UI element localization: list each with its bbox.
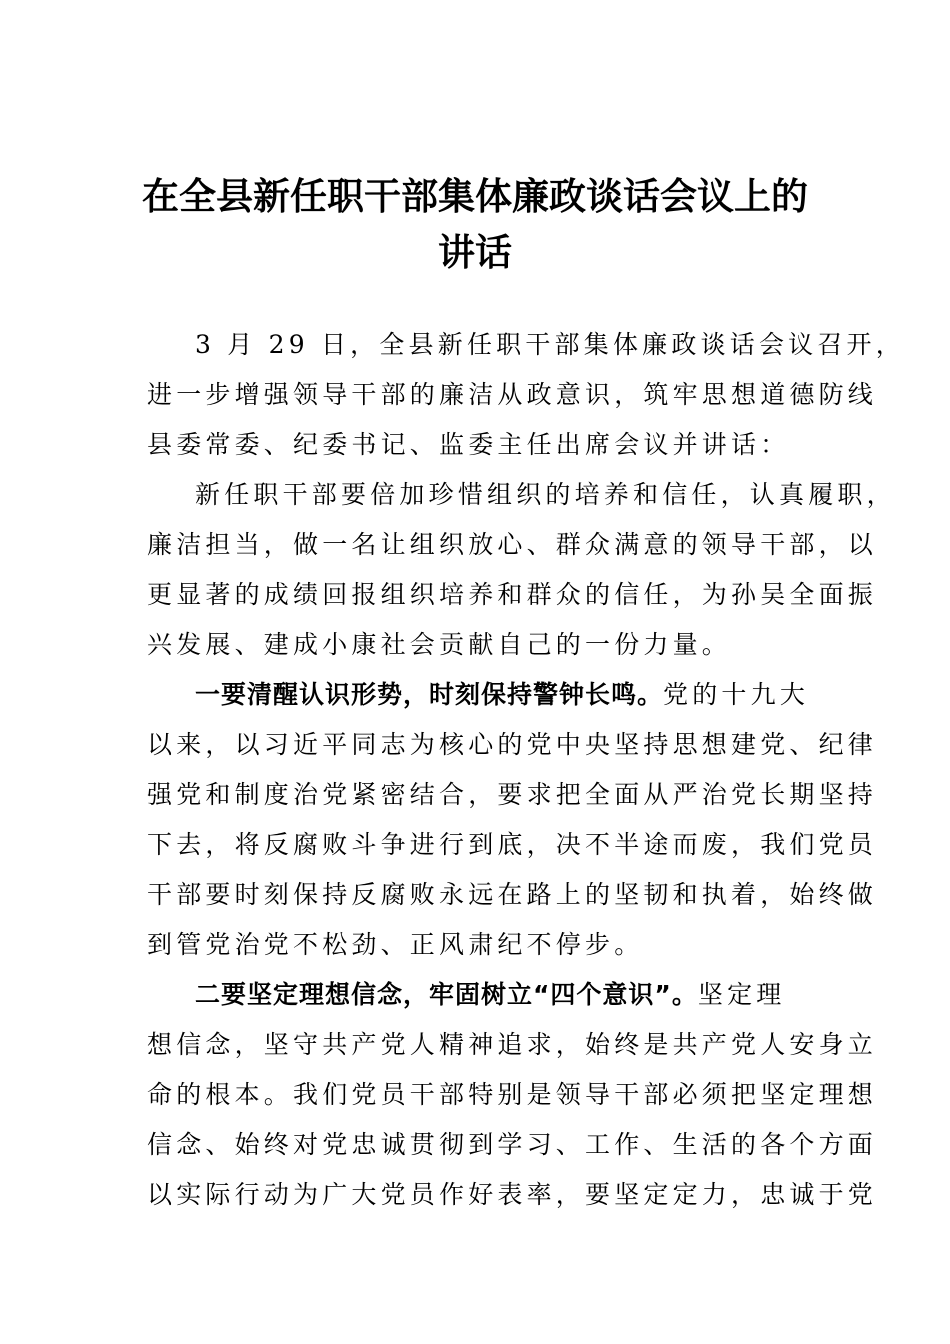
paragraph-3-first-line bbox=[147, 670, 823, 720]
paragraph-2-line: 兴发展、建成小康社会贡献自己的一份力量。 bbox=[147, 630, 732, 659]
section-heading-1: 一要清醒认识形势，时刻保持警钟长鸣。 bbox=[195, 680, 664, 709]
paragraph-1-line: 3 月 29 日，全县新任职干部集体廉政谈话会议召开， bbox=[195, 330, 905, 359]
paragraph-3-line: 干部要时刻保持反腐败永远在路上的坚韧和执着，始终做 bbox=[147, 880, 878, 909]
paragraph-4-line: 命的根本。我们党员干部特别是领导干部必须把坚定理想 bbox=[147, 1080, 878, 1109]
paragraph-4-text: 坚定理 bbox=[697, 980, 786, 1009]
paragraph-4-line: 以实际行动为广大党员作好表率，要坚定定力，忠诚于党 bbox=[147, 1180, 878, 1209]
paragraph-2-line: 更显著的成绩回报组织培养和群众的信任，为孙吴全面振 bbox=[147, 580, 878, 609]
title-line-2: 讲话 bbox=[438, 230, 512, 274]
paragraph-3-line: 到管党治党不松劲、正风肃纪不停步。 bbox=[147, 930, 644, 959]
section-heading-2: 二要坚定理想信念，牢固树立“四个意识”。 bbox=[195, 980, 698, 1009]
paragraph-4-line: 信念、始终对党忠诚贯彻到学习、工作、生活的各个方面 bbox=[147, 1130, 878, 1159]
document-title bbox=[140, 168, 810, 280]
paragraph-2-line: 廉洁担当，做一名让组织放心、群众满意的领导干部，以 bbox=[147, 530, 878, 559]
paragraph-3-text: 党的十九大 bbox=[663, 680, 810, 709]
paragraph-1-line: 进一步增强领导干部的廉洁从政意识，筑牢思想道德防线 bbox=[147, 380, 878, 409]
paragraph-4-first-line bbox=[147, 970, 823, 1020]
paragraph-3-line: 下去，将反腐败斗争进行到底，决不半途而废，我们党员 bbox=[147, 830, 878, 859]
paragraph-1-line: 县委常委、纪委书记、监委主任出席会议并讲话： bbox=[147, 430, 790, 459]
document-body bbox=[147, 320, 905, 1220]
title-line-1: 在全县新任职干部集体廉政谈话会议上的 bbox=[142, 174, 808, 218]
paragraph-3-line: 以来，以习近平同志为核心的党中央坚持思想建党、纪律 bbox=[147, 730, 878, 759]
paragraph-2-line: 新任职干部要倍加珍惜组织的培养和信任，认真履职， bbox=[195, 480, 896, 509]
paragraph-4-line: 想信念，坚守共产党人精神追求，始终是共产党人安身立 bbox=[147, 1030, 878, 1059]
paragraph-3-line: 强党和制度治党紧密结合，要求把全面从严治党长期坚持 bbox=[147, 780, 878, 809]
